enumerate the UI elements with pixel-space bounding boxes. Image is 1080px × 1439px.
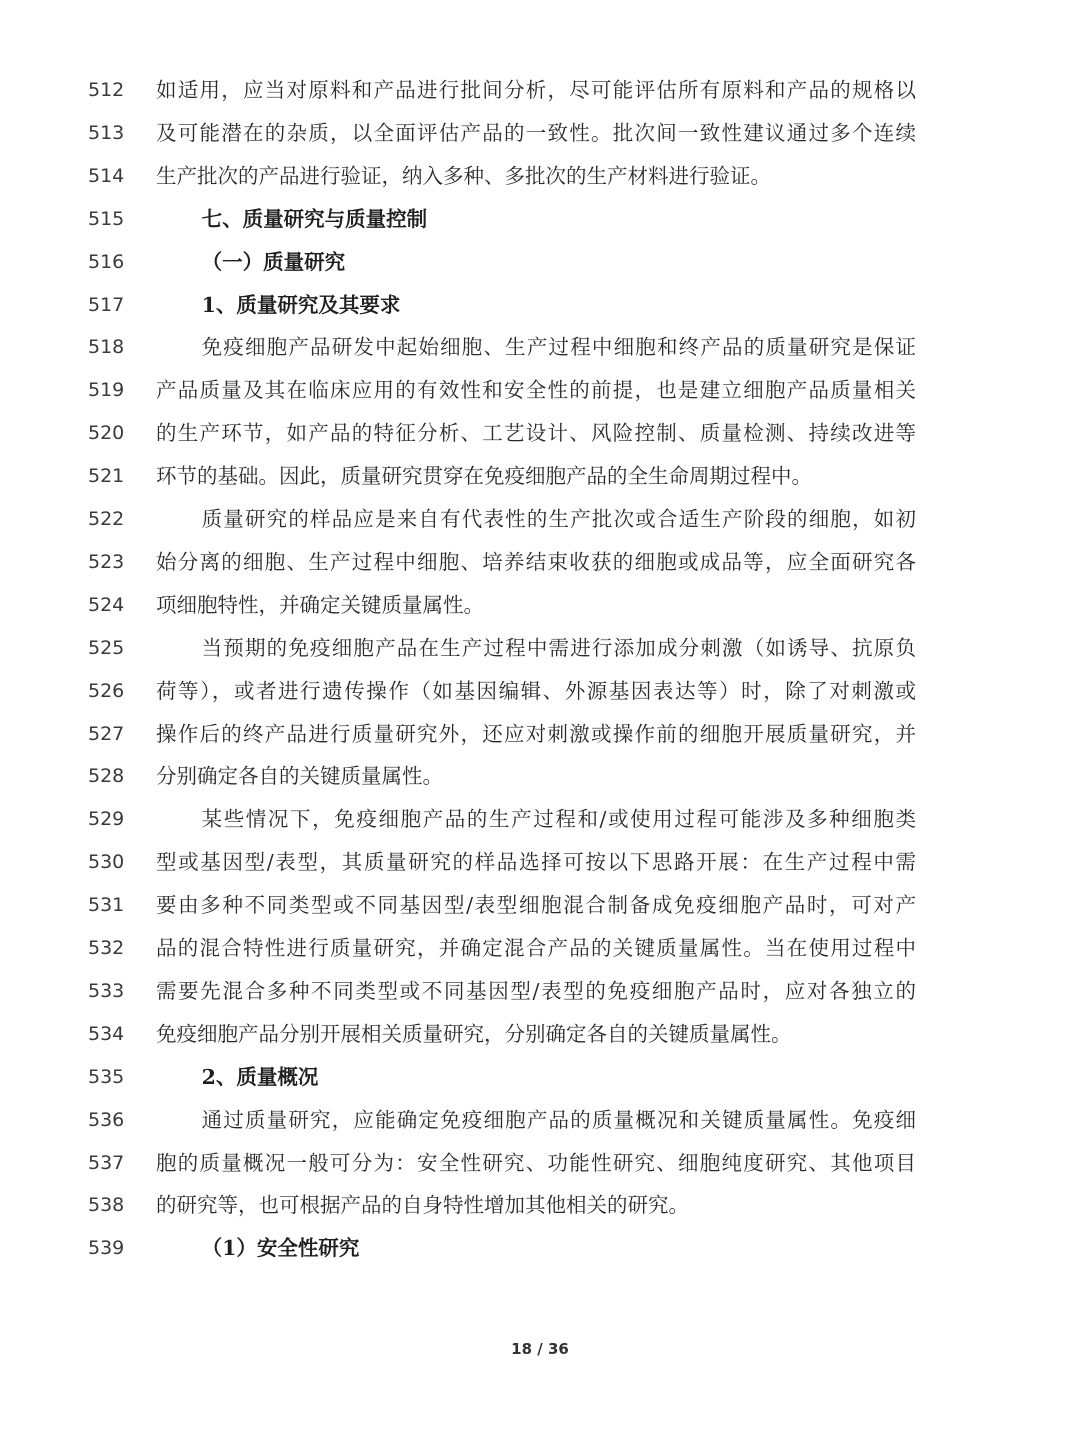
document-line [0, 198, 1080, 241]
line-number: 519 [88, 379, 125, 402]
document-line [0, 841, 1080, 884]
document-line [0, 1056, 1080, 1099]
document-line [0, 241, 1080, 284]
line-number: 531 [88, 894, 125, 917]
line-number: 526 [88, 679, 125, 702]
line-number: 515 [88, 207, 125, 230]
document-line [0, 1099, 1080, 1142]
section-heading: 1、质量研究及其要求 [201, 292, 401, 317]
line-number: 529 [88, 808, 125, 831]
section-heading: （一）质量研究 [201, 249, 346, 274]
body-text: 及可能潜在的杂质，以全面评估产品的一致性。批次间一致性建议通过多个连续 [156, 120, 916, 145]
line-number: 536 [88, 1108, 125, 1131]
document-line [0, 1227, 1080, 1270]
body-text: 的研究等，也可根据产品的自身特性增加其他相关的研究。 [156, 1193, 689, 1218]
line-number: 527 [88, 722, 125, 745]
document-line [0, 970, 1080, 1013]
line-number: 534 [88, 1022, 125, 1045]
page-number: 18 / 36 [511, 1340, 569, 1358]
body-text: 通过质量研究，应能确定免疫细胞产品的质量概况和关键质量属性。免疫细 [201, 1107, 916, 1132]
section-heading: 2、质量概况 [201, 1064, 319, 1089]
line-number: 524 [88, 593, 125, 616]
document-line [0, 155, 1080, 198]
document-line [0, 627, 1080, 670]
line-number: 537 [88, 1151, 125, 1174]
document-line [0, 1142, 1080, 1185]
document-line [0, 1013, 1080, 1056]
document-line [0, 369, 1080, 412]
body-text: 生产批次的产品进行验证，纳入多种、多批次的生产材料进行验证。 [156, 163, 771, 188]
body-text: 荷等），或者进行遗传操作（如基因编辑、外源基因表达等）时，除了对刺激或 [156, 678, 916, 703]
document-line [0, 670, 1080, 713]
document-line [0, 884, 1080, 927]
body-text: 操作后的终产品进行质量研究外，还应对刺激或操作前的细胞开展质量研究，并 [156, 721, 916, 746]
document-line [0, 927, 1080, 970]
body-text: 环节的基础。因此，质量研究贯穿在免疫细胞产品的全生命周期过程中。 [156, 464, 812, 489]
body-text: 免疫细胞产品研发中起始细胞、生产过程中细胞和终产品的质量研究是保证 [201, 335, 916, 360]
body-text: 质量研究的样品应是来自有代表性的生产批次或合适生产阶段的细胞，如初 [201, 507, 916, 531]
line-number: 512 [88, 79, 125, 101]
line-number: 521 [88, 465, 125, 488]
document-line [0, 412, 1080, 455]
line-number: 518 [88, 336, 125, 359]
line-number: 517 [88, 293, 125, 316]
body-text: 品的混合特性进行质量研究，并确定混合产品的关键质量属性。当在使用过程中 [156, 936, 916, 960]
line-number: 520 [88, 422, 125, 445]
line-number: 522 [88, 508, 125, 530]
document-line [0, 112, 1080, 155]
document-line [0, 1184, 1080, 1227]
line-number: 539 [88, 1237, 125, 1260]
document-line [0, 326, 1080, 369]
document-line [0, 498, 1080, 541]
line-number: 528 [88, 765, 125, 788]
body-text: 需要先混合多种不同类型或不同基因型/表型的免疫细胞产品时，应对各独立的 [156, 978, 916, 1003]
document-line [0, 455, 1080, 498]
document-line [0, 541, 1080, 584]
section-heading: 七、质量研究与质量控制 [201, 206, 428, 231]
body-text: 胞的质量概况一般可分为：安全性研究、功能性研究、细胞纯度研究、其他项目 [156, 1150, 916, 1175]
section-heading: （1）安全性研究 [201, 1236, 360, 1261]
line-number: 530 [88, 851, 125, 874]
body-text: 要由多种不同类型或不同基因型/表型细胞混合制备成免疫细胞产品时，可对产 [156, 893, 916, 918]
line-number: 538 [88, 1194, 125, 1217]
body-text: 始分离的细胞、生产过程中细胞、培养结束收获的细胞或成品等，应全面研究各 [156, 549, 916, 574]
body-text: 型或基因型/表型，其质量研究的样品选择可按以下思路开展：在生产过程中需 [156, 850, 916, 875]
body-text: 某些情况下，免疫细胞产品的生产过程和/或使用过程可能涉及多种细胞类 [201, 807, 916, 832]
line-number: 523 [88, 550, 125, 573]
line-number: 525 [88, 636, 125, 659]
body-text: 项细胞特性，并确定关键质量属性。 [156, 592, 484, 617]
body-text: 当预期的免疫细胞产品在生产过程中需进行添加成分刺激（如诱导、抗原负 [201, 635, 916, 660]
body-text: 免疫细胞产品分别开展相关质量研究，分别确定各自的关键质量属性。 [156, 1021, 792, 1046]
body-text: 分别确定各自的关键质量属性。 [156, 764, 443, 789]
line-number: 513 [88, 121, 125, 144]
document-line [0, 284, 1080, 327]
line-number: 535 [88, 1065, 125, 1088]
line-number: 532 [88, 937, 125, 959]
line-number: 514 [88, 164, 125, 187]
document-line [0, 69, 1080, 112]
document-line [0, 584, 1080, 627]
body-text: 如适用，应当对原料和产品进行批间分析，尽可能评估所有原料和产品的规格以 [156, 78, 916, 102]
body-text: 产品质量及其在临床应用的有效性和安全性的前提，也是建立细胞产品质量相关 [156, 378, 916, 403]
line-number: 533 [88, 979, 125, 1002]
document-line [0, 798, 1080, 841]
document-line [0, 713, 1080, 756]
body-text: 的生产环节，如产品的特征分析、工艺设计、风险控制、质量检测、持续改进等 [156, 421, 916, 446]
document-line [0, 755, 1080, 798]
line-number: 516 [88, 250, 125, 273]
